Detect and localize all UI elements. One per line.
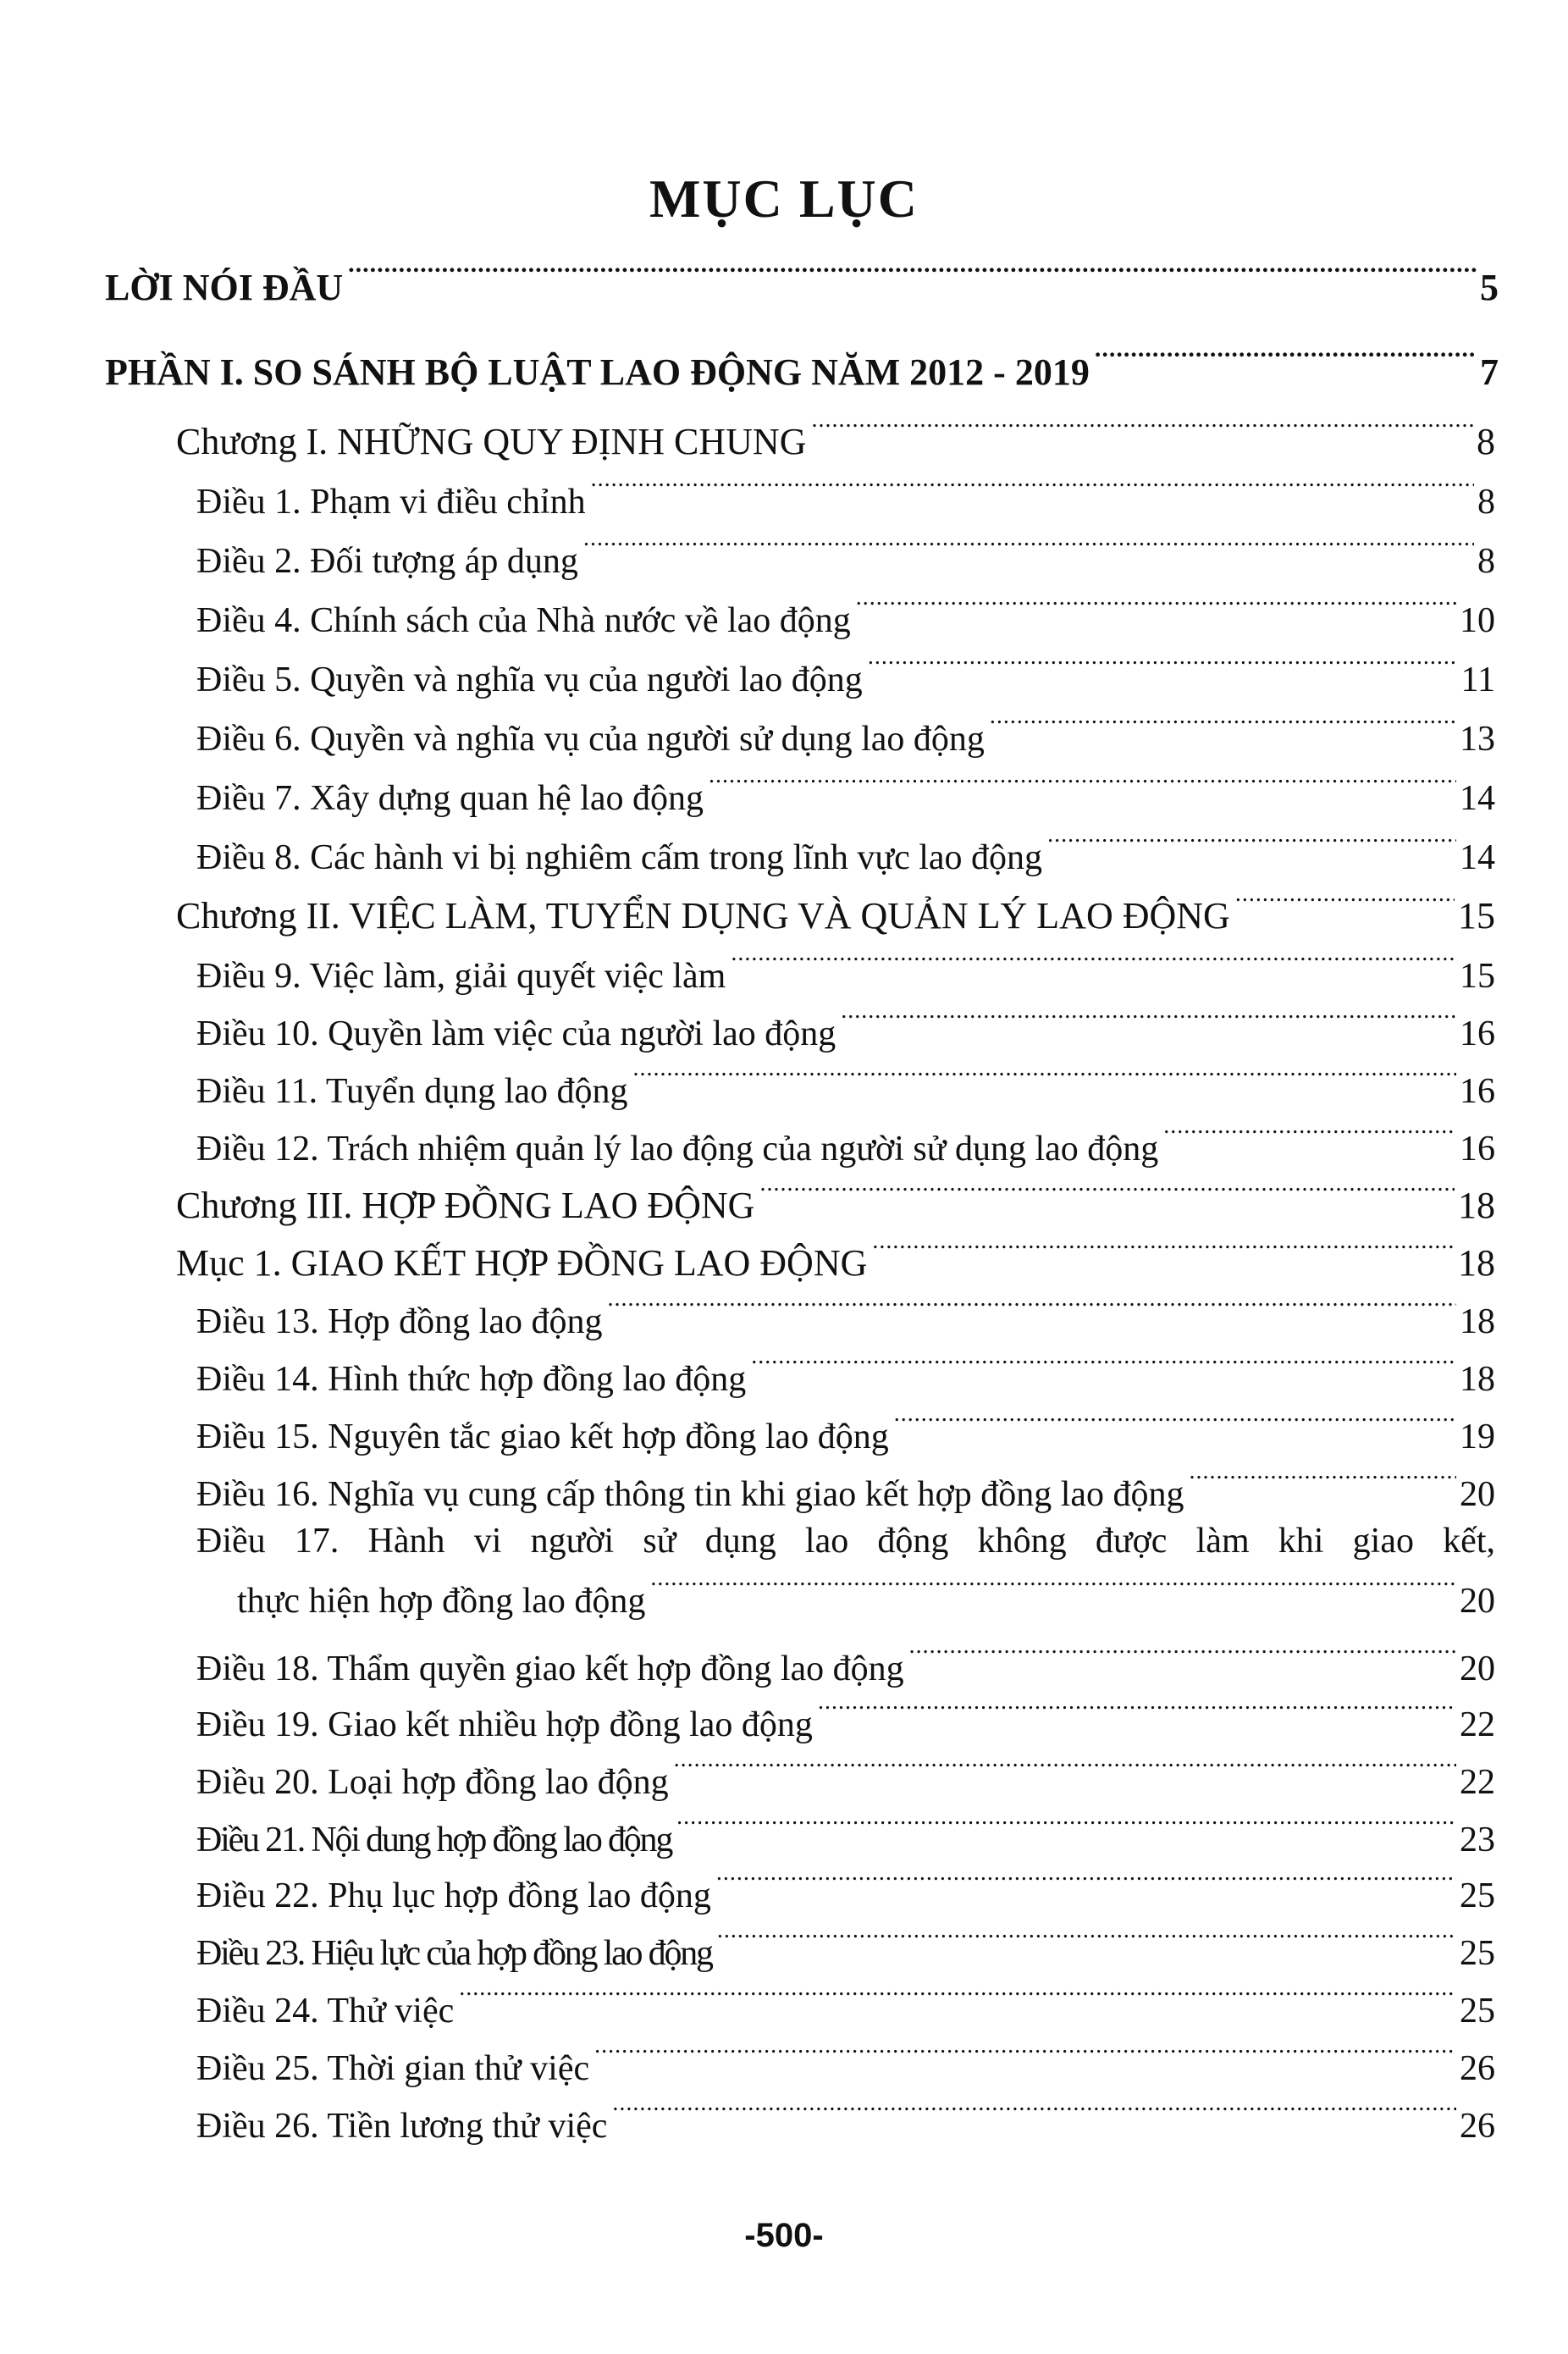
toc-entry-page: 15 xyxy=(1460,957,1495,996)
toc-entry-page: 20 xyxy=(1460,1582,1495,1621)
toc-entry-label: Điều 18. Thẩm quyền giao kết hợp đồng lao động xyxy=(196,1649,904,1688)
toc-entry-label: Điều 9. Việc làm, giải quyết việc làm xyxy=(196,957,726,996)
toc-entry-page: 22 xyxy=(1460,1763,1495,1802)
toc-entry-page: 18 xyxy=(1458,1242,1495,1284)
toc-entry-label: Điều 17. Hành vi người sử dụng lao động không được làm khi giao kết, xyxy=(196,1522,1495,1561)
dot-leader xyxy=(751,1343,1456,1390)
toc-entry-article-8[interactable] xyxy=(196,821,1495,877)
toc-entry-label: Điều 19. Giao kết nhiều hợp đồng lao động xyxy=(196,1705,813,1744)
toc-entry-article-22[interactable] xyxy=(196,1859,1495,1915)
toc-entry-part-1[interactable] xyxy=(105,337,1499,393)
toc-entry-label: Điều 4. Chính sách của Nhà nước về lao động xyxy=(196,601,851,640)
toc-entry-page: 25 xyxy=(1460,1992,1495,2031)
page-title: MỤC LỤC xyxy=(649,169,919,229)
toc-entry-chapter-2[interactable] xyxy=(176,881,1495,937)
dot-leader xyxy=(990,703,1456,750)
toc-entry-label: Điều 14. Hình thức hợp đồng lao động xyxy=(196,1360,747,1399)
toc-entry-label: Điều 5. Quyền và nghĩa vụ của người lao động xyxy=(196,660,863,699)
dot-leader xyxy=(594,2032,1456,2080)
dot-leader xyxy=(811,406,1473,454)
toc-entry-page: 23 xyxy=(1460,1821,1495,1859)
toc-entry-page: 25 xyxy=(1460,1934,1495,1973)
dot-leader xyxy=(872,1228,1455,1275)
dot-leader xyxy=(717,1917,1456,1964)
dot-leader xyxy=(348,252,1477,300)
toc-entry-label: Điều 6. Quyền và nghĩa vụ của người sử dụng lao động xyxy=(196,720,985,759)
toc-entry-article-19[interactable] xyxy=(196,1688,1495,1744)
toc-entry-page: 18 xyxy=(1458,1185,1495,1226)
dot-leader xyxy=(856,584,1456,632)
toc-entry-page: 14 xyxy=(1460,838,1495,877)
toc-entry-article-16[interactable] xyxy=(196,1458,1495,1514)
dot-leader xyxy=(894,1401,1456,1448)
toc-entry-article-7[interactable] xyxy=(196,762,1495,818)
dot-leader xyxy=(583,525,1474,572)
toc-entry-article-26[interactable] xyxy=(196,2090,1495,2146)
toc-entry-page: 8 xyxy=(1477,542,1495,581)
toc-entry-article-21[interactable] xyxy=(196,1804,1495,1859)
toc-entry-label: Điều 1. Phạm vi điều chỉnh xyxy=(196,483,586,522)
toc-entry-label: Điều 8. Các hành vi bị nghiêm cấm trong lĩnh vực lao động xyxy=(196,838,1043,877)
dot-leader xyxy=(1047,821,1456,869)
toc-entry-label: Điều 15. Nguyên tắc giao kết hợp đồng lao động xyxy=(196,1417,889,1456)
toc-entry-article-15[interactable] xyxy=(196,1401,1495,1456)
toc-entry-article-17[interactable] xyxy=(196,1517,1495,1621)
toc-entry-page: 26 xyxy=(1460,2107,1495,2146)
toc-entry-article-9[interactable] xyxy=(196,940,1495,996)
toc-entry-label: Điều 12. Trách nhiệm quản lý lao động của người sử dụng lao động xyxy=(196,1130,1159,1169)
toc-entry-page: 22 xyxy=(1460,1705,1495,1744)
toc-entry-article-12[interactable] xyxy=(196,1113,1495,1169)
toc-entry-page: 20 xyxy=(1460,1649,1495,1688)
dot-leader xyxy=(868,644,1458,691)
toc-entry-article-18[interactable] xyxy=(196,1633,1495,1688)
dot-leader xyxy=(674,1746,1456,1793)
toc-entry-label: Điều 2. Đối tượng áp dụng xyxy=(196,542,578,581)
toc-entry-chapter-1[interactable] xyxy=(176,406,1495,462)
toc-entry-label: Điều 22. Phụ lục hợp đồng lao động xyxy=(196,1876,711,1915)
toc-entry-page: 13 xyxy=(1460,720,1495,759)
toc-entry-label: Điều 13. Hợp đồng lao động xyxy=(196,1302,603,1341)
dot-leader xyxy=(716,1859,1456,1907)
dot-leader xyxy=(1163,1113,1456,1160)
toc-entry-article-1[interactable] xyxy=(196,466,1495,522)
toc-entry-label: Chương II. VIỆC LÀM, TUYỂN DỤNG VÀ QUẢN LÝ LAO ĐỘNG xyxy=(176,895,1230,937)
toc-entry-label-continued: thực hiện hợp đồng lao động xyxy=(237,1582,646,1621)
dot-leader xyxy=(1190,1458,1456,1506)
toc-entry-chapter-3[interactable] xyxy=(176,1170,1495,1226)
toc-entry-page: 15 xyxy=(1458,895,1495,937)
toc-entry-article-14[interactable] xyxy=(196,1343,1495,1399)
toc-entry-continuation xyxy=(237,1565,1495,1621)
toc-entry-article-2[interactable] xyxy=(196,525,1495,581)
page-number-footer: -500- xyxy=(744,2217,824,2254)
toc-entry-label: LỜI NÓI ĐẦU xyxy=(105,267,344,308)
toc-entry-article-25[interactable] xyxy=(196,2032,1495,2088)
dot-leader xyxy=(909,1633,1456,1680)
toc-entry-page: 7 xyxy=(1480,351,1499,393)
toc-entry-article-20[interactable] xyxy=(196,1746,1495,1802)
dot-leader xyxy=(818,1688,1456,1736)
toc-entry-article-24[interactable] xyxy=(196,1975,1495,2031)
toc-entry-page: 16 xyxy=(1460,1130,1495,1169)
toc-entry-page: 16 xyxy=(1460,1014,1495,1053)
toc-entry-page: 10 xyxy=(1460,601,1495,640)
dot-leader xyxy=(459,1975,1456,2022)
toc-entry-page: 14 xyxy=(1460,779,1495,818)
toc-entry-label: Điều 20. Loại hợp đồng lao động xyxy=(196,1763,669,1802)
toc-entry-page: 8 xyxy=(1477,483,1495,522)
toc-entry-article-23[interactable] xyxy=(196,1917,1495,1973)
toc-entry-article-10[interactable] xyxy=(196,997,1495,1053)
dot-leader xyxy=(650,1565,1456,1612)
toc-entry-label: PHẦN I. SO SÁNH BỘ LUẬT LAO ĐỘNG NĂM 2012 - 2019 xyxy=(105,351,1090,393)
toc-entry-label: Điều 24. Thử việc xyxy=(196,1992,455,2031)
toc-entry-article-4[interactable] xyxy=(196,584,1495,640)
toc-entry-page: 18 xyxy=(1460,1360,1495,1399)
toc-entry-label: Điều 10. Quyền làm việc của người lao động xyxy=(196,1014,836,1053)
toc-entry-label: Điều 25. Thời gian thử việc xyxy=(196,2049,590,2088)
toc-entry-article-5[interactable] xyxy=(196,644,1495,699)
dot-leader xyxy=(612,2090,1456,2137)
toc-entry-label: Điều 11. Tuyển dụng lao động xyxy=(196,1072,628,1111)
toc-entry-page: 5 xyxy=(1480,267,1499,308)
dot-leader xyxy=(841,997,1456,1045)
toc-entry-page: 8 xyxy=(1477,421,1495,462)
dot-leader xyxy=(759,1170,1455,1218)
toc-entry-page: 16 xyxy=(1460,1072,1495,1111)
toc-entry-label: Điều 16. Nghĩa vụ cung cấp thông tin khi giao kết hợp đồng lao động xyxy=(196,1475,1184,1514)
dot-leader xyxy=(608,1285,1457,1333)
dot-leader xyxy=(676,1804,1456,1851)
toc-entry-label: Chương I. NHỮNG QUY ĐỊNH CHUNG xyxy=(176,421,807,462)
dot-leader xyxy=(591,466,1474,513)
dot-leader xyxy=(1095,337,1477,384)
toc-entry-page: 19 xyxy=(1460,1417,1495,1456)
toc-entry-preface[interactable] xyxy=(105,252,1499,308)
toc-entry-section-1[interactable] xyxy=(176,1228,1495,1284)
toc-entry-article-11[interactable] xyxy=(196,1055,1495,1111)
toc-entry-label: Điều 26. Tiền lương thử việc xyxy=(196,2107,608,2146)
toc-entry-article-6[interactable] xyxy=(196,703,1495,759)
toc-entry-label: Chương III. HỢP ĐỒNG LAO ĐỘNG xyxy=(176,1185,755,1226)
toc-entry-label: Điều 7. Xây dựng quan hệ lao động xyxy=(196,779,704,818)
dot-leader xyxy=(709,762,1456,810)
toc-entry-page: 18 xyxy=(1460,1302,1495,1341)
toc-entry-page: 25 xyxy=(1460,1876,1495,1915)
toc-entry-label: Điều 21. Nội dung hợp đồng lao động xyxy=(196,1821,672,1859)
toc-entry-page: 11 xyxy=(1460,660,1495,699)
toc-entry-label: Điều 23. Hiệu lực của hợp đồng lao động xyxy=(196,1934,712,1973)
dot-leader xyxy=(1235,881,1455,928)
toc-entry-page: 26 xyxy=(1460,2049,1495,2088)
dot-leader xyxy=(731,940,1456,987)
dot-leader xyxy=(632,1055,1456,1102)
toc-entry-page: 20 xyxy=(1460,1475,1495,1514)
toc-entry-article-13[interactable] xyxy=(196,1285,1495,1341)
toc-entry-label: Mục 1. GIAO KẾT HỢP ĐỒNG LAO ĐỘNG xyxy=(176,1242,868,1284)
